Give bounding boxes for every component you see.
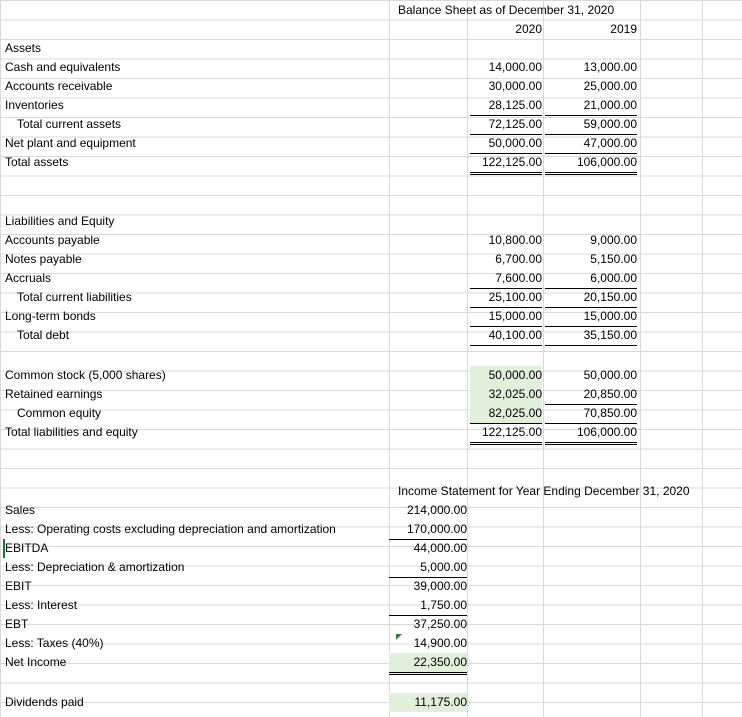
- gridline: [640, 0, 641, 717]
- inventories-label[interactable]: Inventories: [5, 98, 64, 112]
- interest-value[interactable]: 1,750.00: [389, 596, 467, 616]
- accruals-label[interactable]: Accruals: [5, 271, 52, 285]
- cash-label[interactable]: Cash and equivalents: [5, 60, 121, 74]
- assets-header[interactable]: Assets: [5, 41, 42, 55]
- error-indicator-icon[interactable]: [396, 634, 402, 640]
- total-assets-2019[interactable]: 106,000.00: [545, 153, 637, 175]
- retained-label[interactable]: Retained earnings: [5, 387, 103, 401]
- header-2020[interactable]: 2020: [515, 22, 542, 36]
- sales-value[interactable]: 214,000.00: [406, 503, 467, 517]
- cash-2020[interactable]: 14,000.00: [488, 60, 542, 74]
- total-le-2019[interactable]: 106,000.00: [545, 423, 637, 445]
- total-current-assets-2020[interactable]: 72,125.00: [470, 115, 542, 135]
- ebt-label[interactable]: EBT: [5, 617, 29, 631]
- depr-value[interactable]: 5,000.00: [389, 558, 467, 578]
- liabilities-header[interactable]: Liabilities and Equity: [5, 214, 115, 228]
- balance-sheet-title[interactable]: Balance Sheet as of December 31, 2020: [398, 3, 615, 17]
- payable-label[interactable]: Accounts payable: [5, 233, 100, 247]
- gridline: [702, 0, 703, 717]
- payable-2019[interactable]: 9,000.00: [590, 233, 637, 247]
- total-assets-label[interactable]: Total assets: [5, 155, 69, 169]
- net-plant-label[interactable]: Net plant and equipment: [5, 136, 136, 150]
- ebit-label[interactable]: EBIT: [5, 579, 32, 593]
- receivables-2020[interactable]: 30,000.00: [488, 79, 542, 93]
- notes-2020[interactable]: 6,700.00: [495, 252, 542, 266]
- bonds-label[interactable]: Long-term bonds: [5, 309, 96, 323]
- ebt-value[interactable]: 37,250.00: [413, 617, 467, 631]
- receivables-2019[interactable]: 25,000.00: [583, 79, 637, 93]
- notes-2019[interactable]: 5,150.00: [590, 252, 637, 266]
- ebitda-label[interactable]: EBITDA: [5, 541, 49, 555]
- inventories-2020[interactable]: 28,125.00: [470, 96, 542, 116]
- notes-label[interactable]: Notes payable: [5, 252, 82, 266]
- accruals-2020[interactable]: 7,600.00: [470, 269, 542, 289]
- net-plant-2020[interactable]: 50,000.00: [470, 134, 542, 154]
- common-stock-2019[interactable]: 50,000.00: [583, 368, 637, 382]
- taxes-label[interactable]: Less: Taxes (40%): [5, 636, 104, 650]
- ebitda-value[interactable]: 44,000.00: [413, 541, 467, 555]
- accruals-2019[interactable]: 6,000.00: [545, 269, 637, 289]
- total-debt-2020[interactable]: 40,100.00: [470, 326, 542, 346]
- opcost-label[interactable]: Less: Operating costs excluding depreciation and amortization: [5, 522, 336, 536]
- inventories-2019[interactable]: 21,000.00: [545, 96, 637, 116]
- opcost-value[interactable]: 170,000.00: [389, 520, 467, 540]
- dividends-value[interactable]: 11,175.00: [389, 693, 467, 712]
- receivables-label[interactable]: Accounts receivable: [5, 79, 113, 93]
- total-le-label[interactable]: Total liabilities and equity: [5, 425, 138, 439]
- common-stock-label[interactable]: Common stock (5,000 shares): [5, 368, 166, 382]
- net-income-label[interactable]: Net Income: [5, 655, 67, 669]
- gridline: [0, 0, 1, 717]
- depr-label[interactable]: Less: Depreciation & amortization: [5, 560, 185, 574]
- total-current-assets-2019[interactable]: 59,000.00: [545, 115, 637, 135]
- payable-2020[interactable]: 10,800.00: [488, 233, 542, 247]
- gridline: [467, 0, 468, 717]
- total-current-liab-2020[interactable]: 25,100.00: [470, 288, 542, 308]
- sales-label[interactable]: Sales: [5, 503, 36, 517]
- total-assets-2020[interactable]: 122,125.00: [470, 153, 542, 175]
- total-debt-label[interactable]: Total debt: [17, 328, 70, 342]
- net-income-value[interactable]: 22,350.00: [389, 653, 467, 675]
- retained-2019[interactable]: 20,850.00: [545, 385, 637, 405]
- total-current-liab-2019[interactable]: 20,150.00: [545, 288, 637, 308]
- dividends-label[interactable]: Dividends paid: [5, 695, 84, 709]
- bonds-2020[interactable]: 15,000.00: [470, 307, 542, 327]
- taxes-value[interactable]: 14,900.00: [389, 634, 467, 654]
- common-equity-2019[interactable]: 70,850.00: [545, 404, 637, 424]
- common-stock-2020[interactable]: 50,000.00: [470, 366, 542, 385]
- retained-2020[interactable]: 32,025.00: [470, 385, 542, 405]
- gridline: [543, 0, 544, 717]
- common-equity-label[interactable]: Common equity: [17, 406, 102, 420]
- total-current-liab-label[interactable]: Total current liabilities: [17, 290, 132, 304]
- net-plant-2019[interactable]: 47,000.00: [545, 134, 637, 154]
- total-current-assets-label[interactable]: Total current assets: [17, 117, 122, 131]
- income-statement-title[interactable]: Income Statement for Year Ending December 31, 2020: [398, 484, 690, 498]
- interest-label[interactable]: Less: Interest: [5, 598, 78, 612]
- ebit-value[interactable]: 39,000.00: [413, 579, 467, 593]
- total-le-2020[interactable]: 122,125.00: [470, 423, 542, 445]
- cash-2019[interactable]: 13,000.00: [583, 60, 637, 74]
- bonds-2019[interactable]: 15,000.00: [545, 307, 637, 327]
- header-2019[interactable]: 2019: [610, 22, 637, 36]
- common-equity-2020[interactable]: 82,025.00: [470, 404, 542, 424]
- total-debt-2019[interactable]: 35,150.00: [545, 326, 637, 346]
